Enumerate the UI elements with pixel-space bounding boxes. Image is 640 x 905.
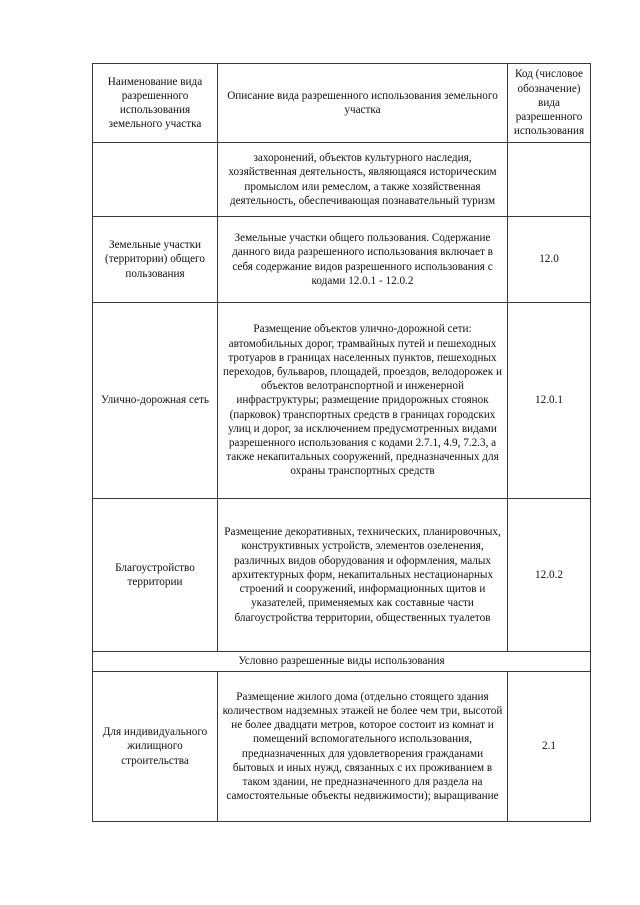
row-code: 12.0.2 (508, 499, 591, 652)
header-code: Код (числовое обозначение) вида разрешенного использования (508, 64, 591, 143)
row-code (508, 143, 591, 217)
table-row (93, 672, 591, 822)
row-name: Земельные участки (территории) общего пользования (93, 217, 218, 303)
row-description: Размещение жилого дома (отдельно стоящего здания количеством надземных этажей не более чем три, высотой не более двадцати метров, которое состоит из комнат и помещений вспомогательного использования, предназначенных для удовлетворения гражданами бытовых и иных нужд, связанных с их проживанием в таком здании, не предназначенного для раздела на самостоятельные объекты недвижимости); выращивание (218, 672, 508, 822)
row-description: Земельные участки общего пользования. Содержание данного вида разрешенного использования включает в себя содержание видов разрешенного использования с кодами 12.0.1 - 12.0.2 (218, 217, 508, 303)
land-use-table (92, 63, 591, 822)
table-row (93, 499, 591, 652)
row-name: Благоустройство территории (93, 499, 218, 652)
section-title: Условно разрешенные виды использования (93, 652, 591, 672)
row-description: Размещение объектов улично-дорожной сети: автомобильных дорог, трамвайных путей и пешеходных тротуаров в границах населенных пунктов, пешеходных переходов, бульваров, площадей, проездов, велодорожек и объектов велотранспортной и инженерной инфраструктуры; размещение придорожных стоянок (парковок) транспортных средств в границах городских улиц и дорог, за исключением предусмотренных видами разрешенного использования с кодами 2.7.1, 4.9, 7.2.3, а также некапитальных сооружений, предназначенных для охраны транспортных средств (218, 303, 508, 499)
section-header-row (93, 652, 591, 672)
row-description: Размещение декоративных, технических, планировочных, конструктивных устройств, элементов озеленения, различных видов оборудования и оформления, малых архитектурных форм, некапитальных нестационарных строений и сооружений, информационных щитов и указателей, применяемых как составные части благоустройства территории, общественных туалетов (218, 499, 508, 652)
header-name: Наименование вида разрешенного использования земельного участка (93, 64, 218, 143)
row-description: захоронений, объектов культурного наследия, хозяйственная деятельность, являющаяся историческим промыслом или ремеслом, а также хозяйственная деятельность, обеспечивающая познавательный туризм (218, 143, 508, 217)
header-description: Описание вида разрешенного использования земельного участка (218, 64, 508, 143)
table-row (93, 303, 591, 499)
row-code: 12.0.1 (508, 303, 591, 499)
row-name: Улично-дорожная сеть (93, 303, 218, 499)
table-row (93, 217, 591, 303)
row-code: 2.1 (508, 672, 591, 822)
row-name: Для индивидуального жилищного строительства (93, 672, 218, 822)
row-name (93, 143, 218, 217)
table-header-row (93, 64, 591, 143)
table-row (93, 143, 591, 217)
row-code: 12.0 (508, 217, 591, 303)
